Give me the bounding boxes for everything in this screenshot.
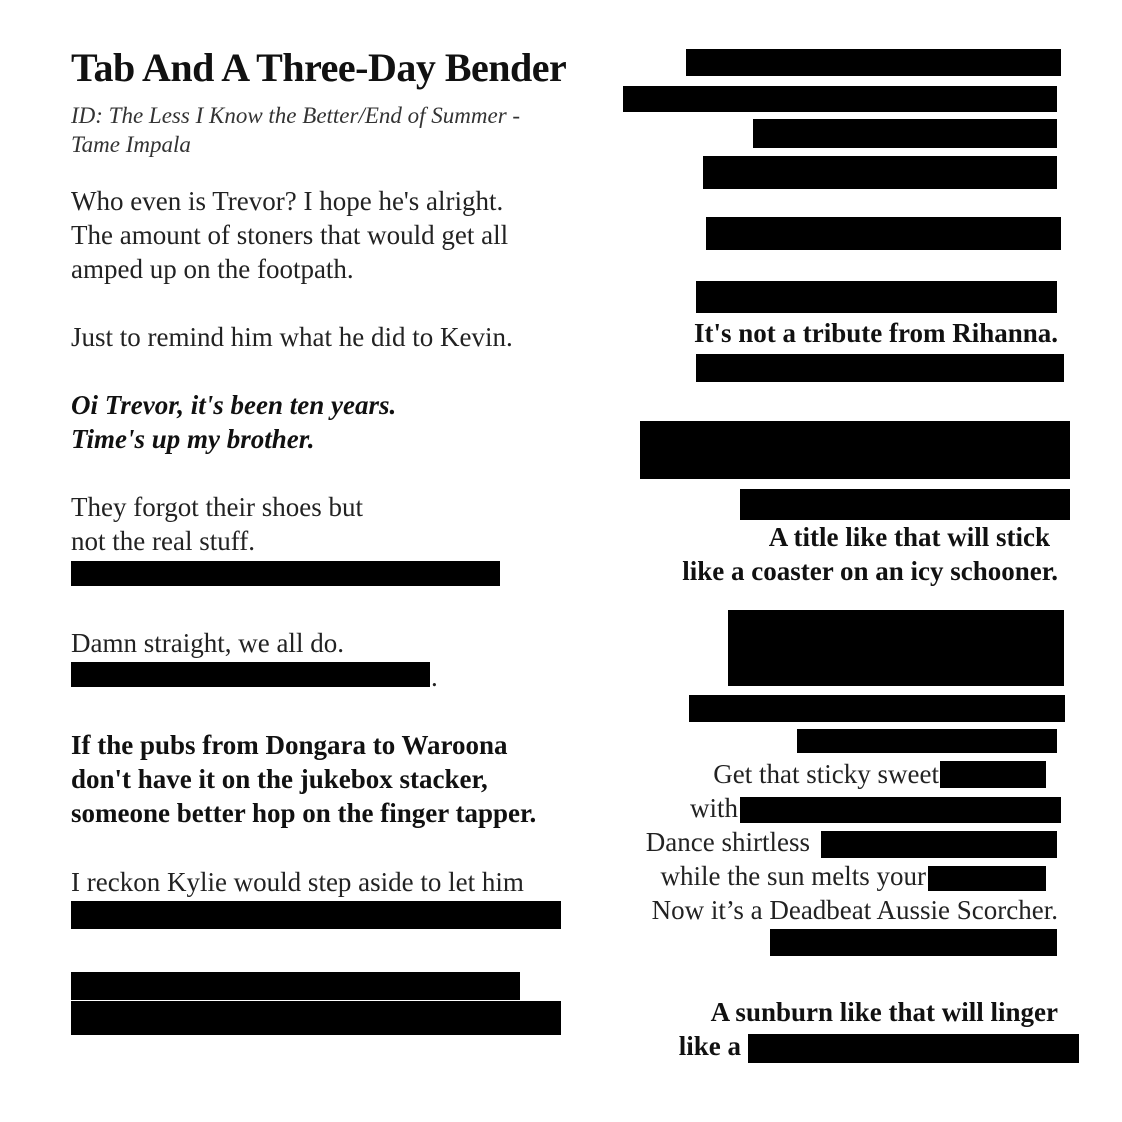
poem-line-bold-italic: Oi Trevor, it's been ten years.: [71, 390, 397, 420]
redaction-bar: [928, 866, 1046, 891]
poem-line-bold: someone better hop on the finger tapper.: [71, 798, 537, 828]
redaction-bar: [686, 49, 1061, 76]
redaction-bar: [940, 761, 1046, 788]
redaction-bar: [71, 1001, 561, 1035]
redaction-bar: [748, 1034, 1079, 1063]
poem-line: Now it’s a Deadbeat Aussie Scorcher.: [651, 895, 1058, 925]
redaction-bar: [797, 729, 1057, 753]
poem-line: Get that sticky sweet: [713, 759, 939, 789]
redaction-bar: [71, 662, 430, 687]
redaction-bar: [689, 695, 1065, 722]
poem-line-bold: If the pubs from Dongara to Waroona: [71, 730, 508, 760]
poem-line: The amount of stoners that would get all: [71, 220, 509, 250]
poem-line: They forgot their shoes but: [71, 492, 363, 522]
redaction-bar: [696, 354, 1064, 382]
redaction-bar: [623, 86, 1057, 112]
poem-line-bold: don't have it on the jukebox stacker,: [71, 764, 488, 794]
poem-line: with: [689, 793, 738, 823]
redaction-bar: [753, 119, 1057, 148]
outro-line-bold: like a: [678, 1031, 741, 1061]
poem-line-fragment: .: [431, 662, 438, 692]
redaction-bar: [71, 901, 561, 929]
redaction-bar: [703, 156, 1057, 189]
redaction-bar: [640, 421, 1070, 479]
poem-line: while the sun melts your: [660, 861, 926, 891]
poem-line: I reckon Kylie would step aside to let him: [71, 867, 524, 897]
redaction-bar: [696, 281, 1057, 313]
redaction-bar: [728, 610, 1064, 686]
poem-line-bold-italic: Time's up my brother.: [71, 424, 315, 454]
poem-title: Tab And A Three-Day Bender: [71, 45, 567, 90]
chorus-line-bold: A title like that will stick: [768, 522, 1050, 552]
redaction-bar: [706, 217, 1061, 250]
song-id-subtitle: ID: The Less I Know the Better/End of Summer - Tame Impala: [71, 103, 521, 157]
poem-line: Dance shirtless: [645, 827, 810, 857]
redaction-bar: [71, 972, 520, 1000]
poem-line: Damn straight, we all do.: [71, 628, 344, 658]
chorus-line-bold: like a coaster on an icy schooner.: [682, 556, 1058, 586]
redaction-bar: [740, 489, 1070, 520]
redaction-bar: [770, 929, 1057, 956]
poem-line: Who even is Trevor? I hope he's alright.: [71, 186, 504, 216]
chorus-line-bold: It's not a tribute from Rihanna.: [693, 318, 1058, 348]
poem-line: Just to remind him what he did to Kevin.: [71, 322, 513, 352]
poem-line: amped up on the footpath.: [71, 254, 354, 284]
outro-line-bold: A sunburn like that will linger: [710, 997, 1058, 1027]
poem-line: not the real stuff.: [71, 526, 255, 556]
redaction-bar: [71, 561, 500, 586]
redaction-bar: [740, 797, 1061, 823]
redaction-bar: [821, 831, 1057, 858]
